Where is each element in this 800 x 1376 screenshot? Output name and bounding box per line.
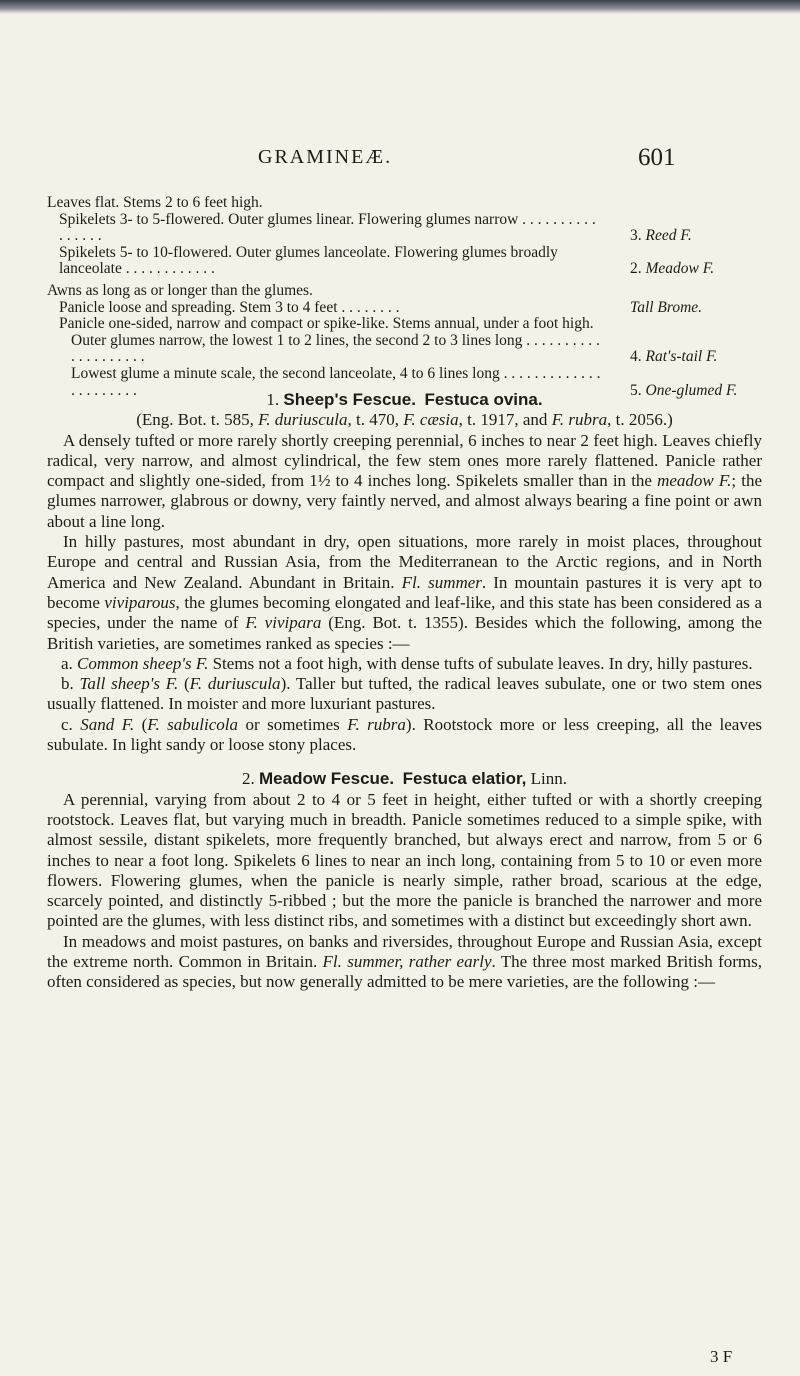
key-row <box>47 212 762 245</box>
description-paragraph: A perennial, varying from about 2 to 4 or 5 feet in height, either tufted or with a shortly creeping rootstock. Leaves flat, but varying much in breadth. Panicle sometimes reduced to a simple spike, with almost sessile, distant spikelets, more frequently branched, but always erect and narrow, from 5 or 6 inches to near a foot long. Spikelets 6 lines to near an inch long, containing from 5 to 10 or even more flowers. Flowering glumes, when the panicle is nearly simple, rather broad, scarious at the edge, scarcely pointed, and distinctly 5-ribbed ; but the more the panicle is branched the narrower and more pointed are the glumes, with less distinct ribs, and sometimes with a distinct but exceedingly short awn. <box>47 789 762 931</box>
species-heading <box>47 390 762 410</box>
key-row-result: 5. One-glumed F. <box>630 381 738 399</box>
key-row <box>47 245 762 278</box>
signature-mark: 3 F <box>710 1347 733 1366</box>
key-row-text: Panicle one-sided, narrow and compact or spike-like. Stems annual, under a foot high. <box>59 315 594 333</box>
variety-item: c. Sand F. (F. sabulicola or sometimes F. rubra). Rootstock more or less creeping, all the leaves subulate. In light sandy or loose stony places. <box>47 714 762 755</box>
page-number: 601 <box>638 144 676 171</box>
species-number: 1. <box>266 390 280 409</box>
key-row <box>47 300 762 317</box>
variety-item: b. Tall sheep's F. (F. duriuscula). Taller but tufted, the radical leaves subulate, one or two stem ones usually flattened. In moister and more luxuriant pastures. <box>47 674 762 714</box>
variety-item: a. Common sheep's F. Stems not a foot high, with dense tufts of subulate leaves. In dry, hilly pastures. <box>61 653 753 673</box>
key-row <box>47 195 762 212</box>
species-number: 2. <box>242 769 255 789</box>
species-authority: Linn. <box>530 769 567 789</box>
main-text <box>47 390 762 993</box>
key-row-text: Spikelets 5- to 10-flowered. Outer glumes lanceolate. Flowering glumes broadly lanceolate . . . . . . . . . . . . <box>59 243 558 278</box>
key-row-result: 3. Reed F. <box>630 227 692 245</box>
key-row-result: 4. Rat's-tail F. <box>630 348 718 366</box>
running-head-title: GRAMINEÆ. <box>258 146 393 168</box>
species-common-name: Sheep's Fescue. <box>283 390 416 409</box>
key-row-result: 2. Meadow F. <box>630 260 715 278</box>
key-row-text: Leaves flat. Stems 2 to 6 feet high. <box>47 194 263 211</box>
running-head <box>0 146 800 172</box>
key-row-text: Spikelets 3- to 5-flowered. Outer glumes linear. Flowering glumes narrow . . . . . . . . . . . . . . . . <box>59 210 596 245</box>
scan-edge <box>0 0 800 14</box>
identification-key <box>47 195 762 399</box>
key-row-result: Tall Brome. <box>630 298 703 316</box>
key-row-text: Awns as long as or longer than the glumes. <box>47 281 313 299</box>
key-row <box>47 283 762 300</box>
synonymy: (Eng. Bot. t. 585, F. duriuscula, t. 470, F. cæsia, t. 1917, and F. rubra, t. 2056.) <box>136 410 673 430</box>
key-row-text: Lowest glume a minute scale, the second lanceolate, 4 to 6 lines long . . . . . . . . . . . . . . . . . . . . . . <box>71 364 601 399</box>
key-row <box>47 333 762 366</box>
distribution-paragraph: In meadows and moist pastures, on banks and riversides, throughout Europe and Russian Asia, except the extreme north. Common in Britain. Fl. summer, rather early. The three most marked British forms, often considered as species, but now generally admitted to be mere varieties, are the following :— <box>47 931 762 992</box>
description-paragraph: A densely tufted or more rarely shortly creeping perennial, 6 inches to near 2 feet high. Leaves chiefly radical, very narrow, and almost cylindrical, the few stem ones more rarely flattened. Panicle rather compact and slightly one-sided, from 1½ to 4 inches long. Spikelets smaller than in the meadow F.; the glumes narrower, glabrous or downy, very faintly nerved, and almost always bearing a fine point or awn about a line long. <box>47 430 762 531</box>
species-latin-name: Festuca ovina. <box>424 390 543 409</box>
distribution-paragraph: In hilly pastures, most abundant in dry, open situations, more rarely in moist places, throughout Europe and central and Russian Asia, from the Mediterranean to the Arctic regions, and in North America and New Zealand. Abundant in Britain. Fl. summer. In mountain pastures it is very apt to become viviparous, the glumes becoming elongated and leaf-like, and this state has been considered as a species, under the name of F. vivipara (Eng. Bot. t. 1355). Besides which the following, among the British varieties, are sometimes ranked as species :— <box>47 532 762 653</box>
species-heading <box>47 769 762 789</box>
species-common-name: Meadow Fescue. <box>259 769 395 789</box>
species-latin-name: Festuca elatior, <box>402 769 527 789</box>
key-row <box>47 316 762 333</box>
key-row-text: Outer glumes narrow, the lowest 1 to 2 lines, the second 2 to 3 lines long . . . . . . . . . . . . . . . . . . . . <box>71 331 600 366</box>
key-row-text: Panicle loose and spreading. Stem 3 to 4 feet . . . . . . . . <box>59 298 400 316</box>
